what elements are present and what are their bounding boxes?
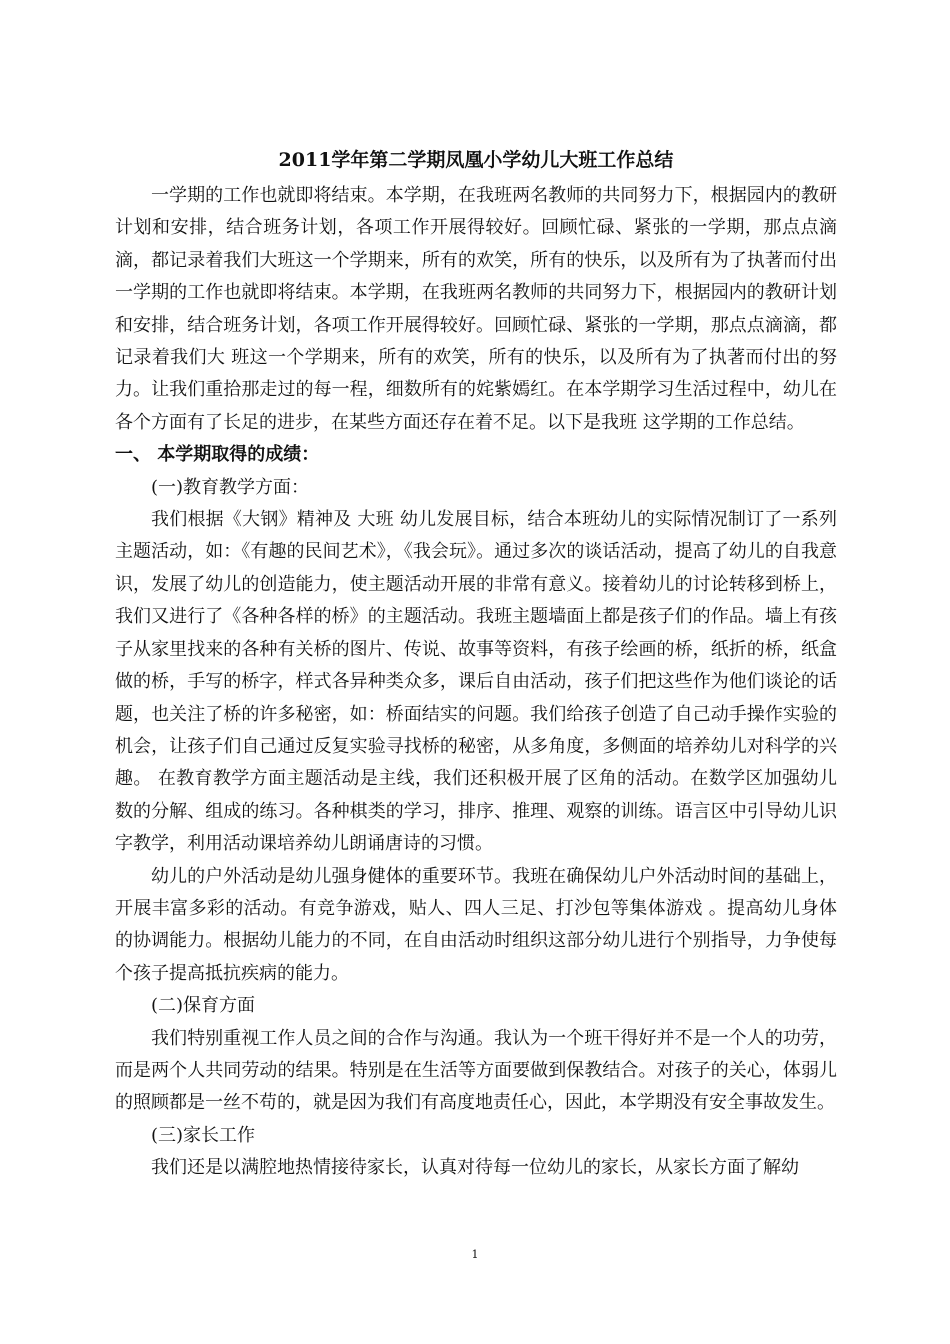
parents-paragraph: 我们还是以满腔地热情接待家长，认真对待每一位幼儿的家长，从家长方面了解幼: [151, 1157, 799, 1179]
section-heading-achievements: 一、 本学期取得的成绩：: [115, 444, 320, 466]
document-body: [115, 141, 837, 1185]
care-paragraph: 我们特别重视工作人员之间的合作与沟通。我认为一个班干得好并不是一个人的功劳，而是两个人共同劳动的结果。特别是在生活等方面要做到保教结合。对孩子的关心，体弱儿的照顾都是一丝不苟的，就是因为我们有高度地责任心，因此，本学期没有安全事故发生。: [115, 1027, 837, 1114]
outdoor-activity-paragraph: 幼儿的户外活动是幼儿强身健体的重要环节。我班在确保幼儿户外活动时间的基础上，开展丰富多彩的活动。有竞争游戏，贴人、四人三足、打沙包等集体游戏 。提高幼儿身体的协调能力。根据幼儿能力的不同，在自由活动时组织这部分幼儿进行个别指导，力争使每个孩子提高抵抗疾病的能力。: [115, 865, 837, 984]
subheading-teaching: (一)教育教学方面：: [151, 476, 310, 498]
subheading-care: (二)保育方面: [151, 995, 256, 1017]
teaching-paragraph: 我们根据《大钢》精神及 大班 幼儿发展目标，结合本班幼儿的实际情况制订了一系列主题活动，如：《有趣的民间艺术》，《我会玩》。通过多次的谈话活动，提高了幼儿的自我意识，发展了幼儿的创造能力，使主题活动开展的非常有意义。接着幼儿的讨论转移到桥上，我们又进行了《各种各样的桥》的主题活动。我班主题墙面上都是孩子们的作品。墙上有孩子从家里找来的各种有关桥的图片、传说、故事等资料，有孩子绘画的桥，纸折的桥，纸盒做的桥，手写的桥字，样式各异种类众多，课后自由活动，孩子们把这些作为他们谈论的话题，也关注了桥的许多秘密，如：桥面结实的问题。我们给孩子创造了自己动手操作实验的机会，让孩子们自己通过反复实验寻找桥的秘密，从多角度，多侧面的培养幼儿对科学的兴趣。 在教育教学方面主题活动是主线，我们还积极开展了区角的活动。在数学区加强幼儿数的分解、组成的练习。各种棋类的学习，排序、推理、观察的训练。语言区中引导幼儿识字教学，利用活动课培养幼儿朗诵唐诗的习惯。: [115, 509, 837, 855]
document-title: 2011学年第二学期凤凰小学幼儿大班工作总结: [278, 149, 674, 171]
page-number: 1: [471, 1248, 479, 1261]
intro-paragraph: 一学期的工作也就即将结束。本学期，在我班两名教师的共同努力下，根据园内的教研计划和安排，结合班务计划，各项工作开展得较好。回顾忙碌、紧张的一学期，那点点滴滴，都记录着我们大班这一个学期来，所有的欢笑，所有的快乐，以及所有为了执著而付出一学期的工作也就即将结束。本学期，在我班两名教师的共同努力下，根据园内的教研计划和安排，结合班务计划，各项工作开展得较好。回顾忙碌、紧张的一学期，那点点滴滴，都记录着我们大 班这一个学期来，所有的欢笑，所有的快乐，以及所有为了执著而付出的努力。让我们重拾那走过的每一程，细数所有的姹紫嫣红。在本学期学习生活过程中，幼儿在各个方面有了长足的进步，在某些方面还存在着不足。以下是我班 这学期的工作总结。: [115, 185, 837, 433]
subheading-parents: (三)家长工作: [151, 1124, 256, 1146]
